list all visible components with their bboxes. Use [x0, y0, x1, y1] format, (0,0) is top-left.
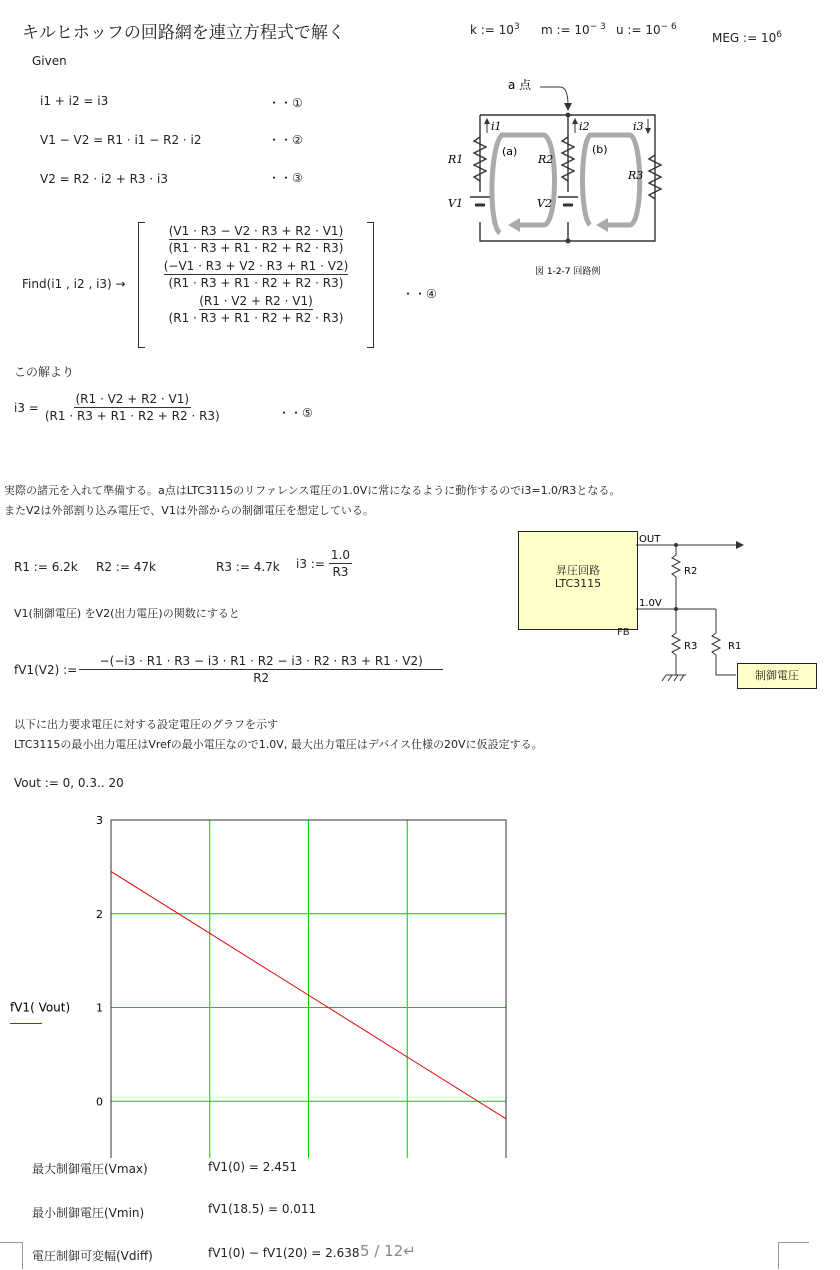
- matrix-row-i2: $\frac{(-V1 \cdot R3 + V2 \cdot R3 + R1 \cdot V2)}{(R1 \cdot R3 + R1 \cdot R2 + R2 \cdot R3)}$: [163, 259, 349, 290]
- control-voltage-block: 制御電圧: [737, 663, 817, 689]
- equation-3: V2 = R2 · i2 + R3 · i3: [40, 172, 168, 186]
- svg-text:R1: R1: [728, 641, 742, 652]
- equation-2-mark: ・・②: [268, 133, 303, 147]
- find-label: Find(i1 , i2 , i3) →: [22, 277, 126, 291]
- circuit1-caption: 図 1-2-7 回路例: [535, 267, 601, 277]
- param-r2: R2 := 47k: [96, 560, 156, 574]
- unit-m: m := $10^{- 3}$: [541, 22, 606, 37]
- svg-text:(a): (a): [502, 145, 518, 158]
- equation-1: i1 + i2 = i3: [40, 94, 109, 108]
- result-vmax-value: fV1(0) = 2.451: [208, 1160, 298, 1174]
- svg-text:i2: i2: [579, 120, 590, 133]
- result-vdiff-value: fV1(0) − fV1(20) = 2.638: [208, 1246, 360, 1260]
- crop-mark-left: [0, 1242, 23, 1269]
- given-label: Given: [32, 54, 67, 68]
- svg-text:R3: R3: [684, 641, 698, 652]
- fv1-vs-vout-chart: [0, 808, 540, 1158]
- result-vdiff-label: 電圧制御可変幅(Vdiff): [32, 1249, 153, 1263]
- chart-y-tick-label: 2: [96, 907, 103, 921]
- result-vmin-value: fV1(18.5) = 0.011: [208, 1202, 317, 1216]
- svg-text:1.0V: 1.0V: [639, 598, 662, 609]
- unit-meg: MEG := $10^6$: [712, 30, 782, 45]
- find-mark: ・・④: [402, 287, 437, 301]
- paragraph-line-2: またV2は外部割り込み電圧で、V1は外部からの制御電圧を想定している。: [4, 504, 374, 517]
- graph-intro-line-2: LTC3115の最小出力電圧はVrefの最小電圧なので1.0V, 最大出力電圧はデバイス仕様の20Vに仮設定する。: [14, 738, 543, 751]
- chart-y-tick-label: 1: [96, 1001, 103, 1015]
- graph-intro-line-1: 以下に出力要求電圧に対する設定電圧のグラフを示す: [14, 718, 278, 731]
- unit-k: k := $10^3$: [470, 22, 520, 37]
- matrix-row-i1: $\frac{(V1 \cdot R3 - V2 \cdot R3 + R2 \cdot V1)}{(R1 \cdot R3 + R1 \cdot R2 + R2 \cdot R3)}$: [168, 224, 344, 255]
- svg-text:R1: R1: [448, 153, 464, 166]
- vout-definition: Vout := 0, 0.3.. 20: [14, 776, 124, 790]
- param-i3: i3 := $\frac{1.0}{R3}$: [296, 548, 350, 579]
- unit-u: u := $10^{- 6}$: [616, 22, 677, 37]
- svg-text:R3: R3: [628, 169, 644, 182]
- param-r3: R3 := 4.7k: [216, 560, 280, 574]
- page-number: 5 / 12↵: [360, 1242, 416, 1260]
- page-title: キルヒホッフの回路網を連立方程式で解く: [22, 23, 345, 43]
- result-vmin-label: 最小制御電圧(Vmin): [32, 1206, 145, 1220]
- equation-1-mark: ・・①: [268, 96, 303, 110]
- svg-text:R2: R2: [538, 153, 554, 166]
- i3-formula-mark: ・・⑤: [278, 406, 313, 420]
- crop-mark-right: [778, 1242, 809, 1269]
- function-intro: V1(制御電圧) をV2(出力電圧)の関数にすると: [14, 607, 240, 620]
- svg-text:V2: V2: [537, 197, 552, 210]
- svg-text:i3: i3: [633, 120, 644, 133]
- param-r1: R1 := 6.2k: [14, 560, 78, 574]
- fb-label: FB: [617, 627, 630, 638]
- svg-text:V1: V1: [448, 197, 463, 210]
- svg-text:R2: R2: [684, 566, 698, 577]
- kirchhoff-circuit-diagram: [440, 75, 680, 285]
- svg-text:OUT: OUT: [639, 534, 661, 545]
- svg-text:i1: i1: [491, 120, 502, 133]
- boost-converter-block: 昇圧回路 LTC3115: [518, 531, 638, 630]
- solution-intro: この解より: [14, 365, 75, 379]
- equation-3-mark: ・・③: [268, 171, 303, 185]
- chart-y-tick-label: 0: [96, 1095, 103, 1109]
- find-result-matrix: [138, 222, 374, 348]
- i3-formula: i3 = $\frac{(R1 \cdot V2 + R2 \cdot V1)}{(R1 \cdot R3 + R1 \cdot R2 + R2 \cdot R3)}$: [14, 392, 220, 423]
- result-vmax-label: 最大制御電圧(Vmax): [32, 1162, 148, 1176]
- equation-2: V1 − V2 = R1 · i1 − R2 · i2: [40, 133, 202, 147]
- paragraph-line-1: 実際の諸元を入れて準備する。a点はLTC3115のリファレンス電圧の1.0Vに常になるように動作するのでi3=1.0/R3となる。: [4, 484, 621, 497]
- chart-y-axis-label: fV1( Vout): [10, 1000, 71, 1015]
- a-point-label: a 点: [508, 78, 532, 92]
- matrix-row-i3: $\frac{(R1 \cdot V2 + R2 \cdot V1)}{(R1 \cdot R3 + R1 \cdot R2 + R2 \cdot R3)}$: [168, 294, 344, 325]
- fv1-formula: fV1(V2) := $\frac{-(-i3 \cdot R1 \cdot R3 - i3 \cdot R1 \cdot R2 - i3 \cdot R2 \cdot R3 + R1 \cdot V2)}{R2}$: [14, 654, 441, 685]
- svg-text:(b): (b): [592, 143, 608, 156]
- chart-y-tick-label: 3: [96, 814, 103, 827]
